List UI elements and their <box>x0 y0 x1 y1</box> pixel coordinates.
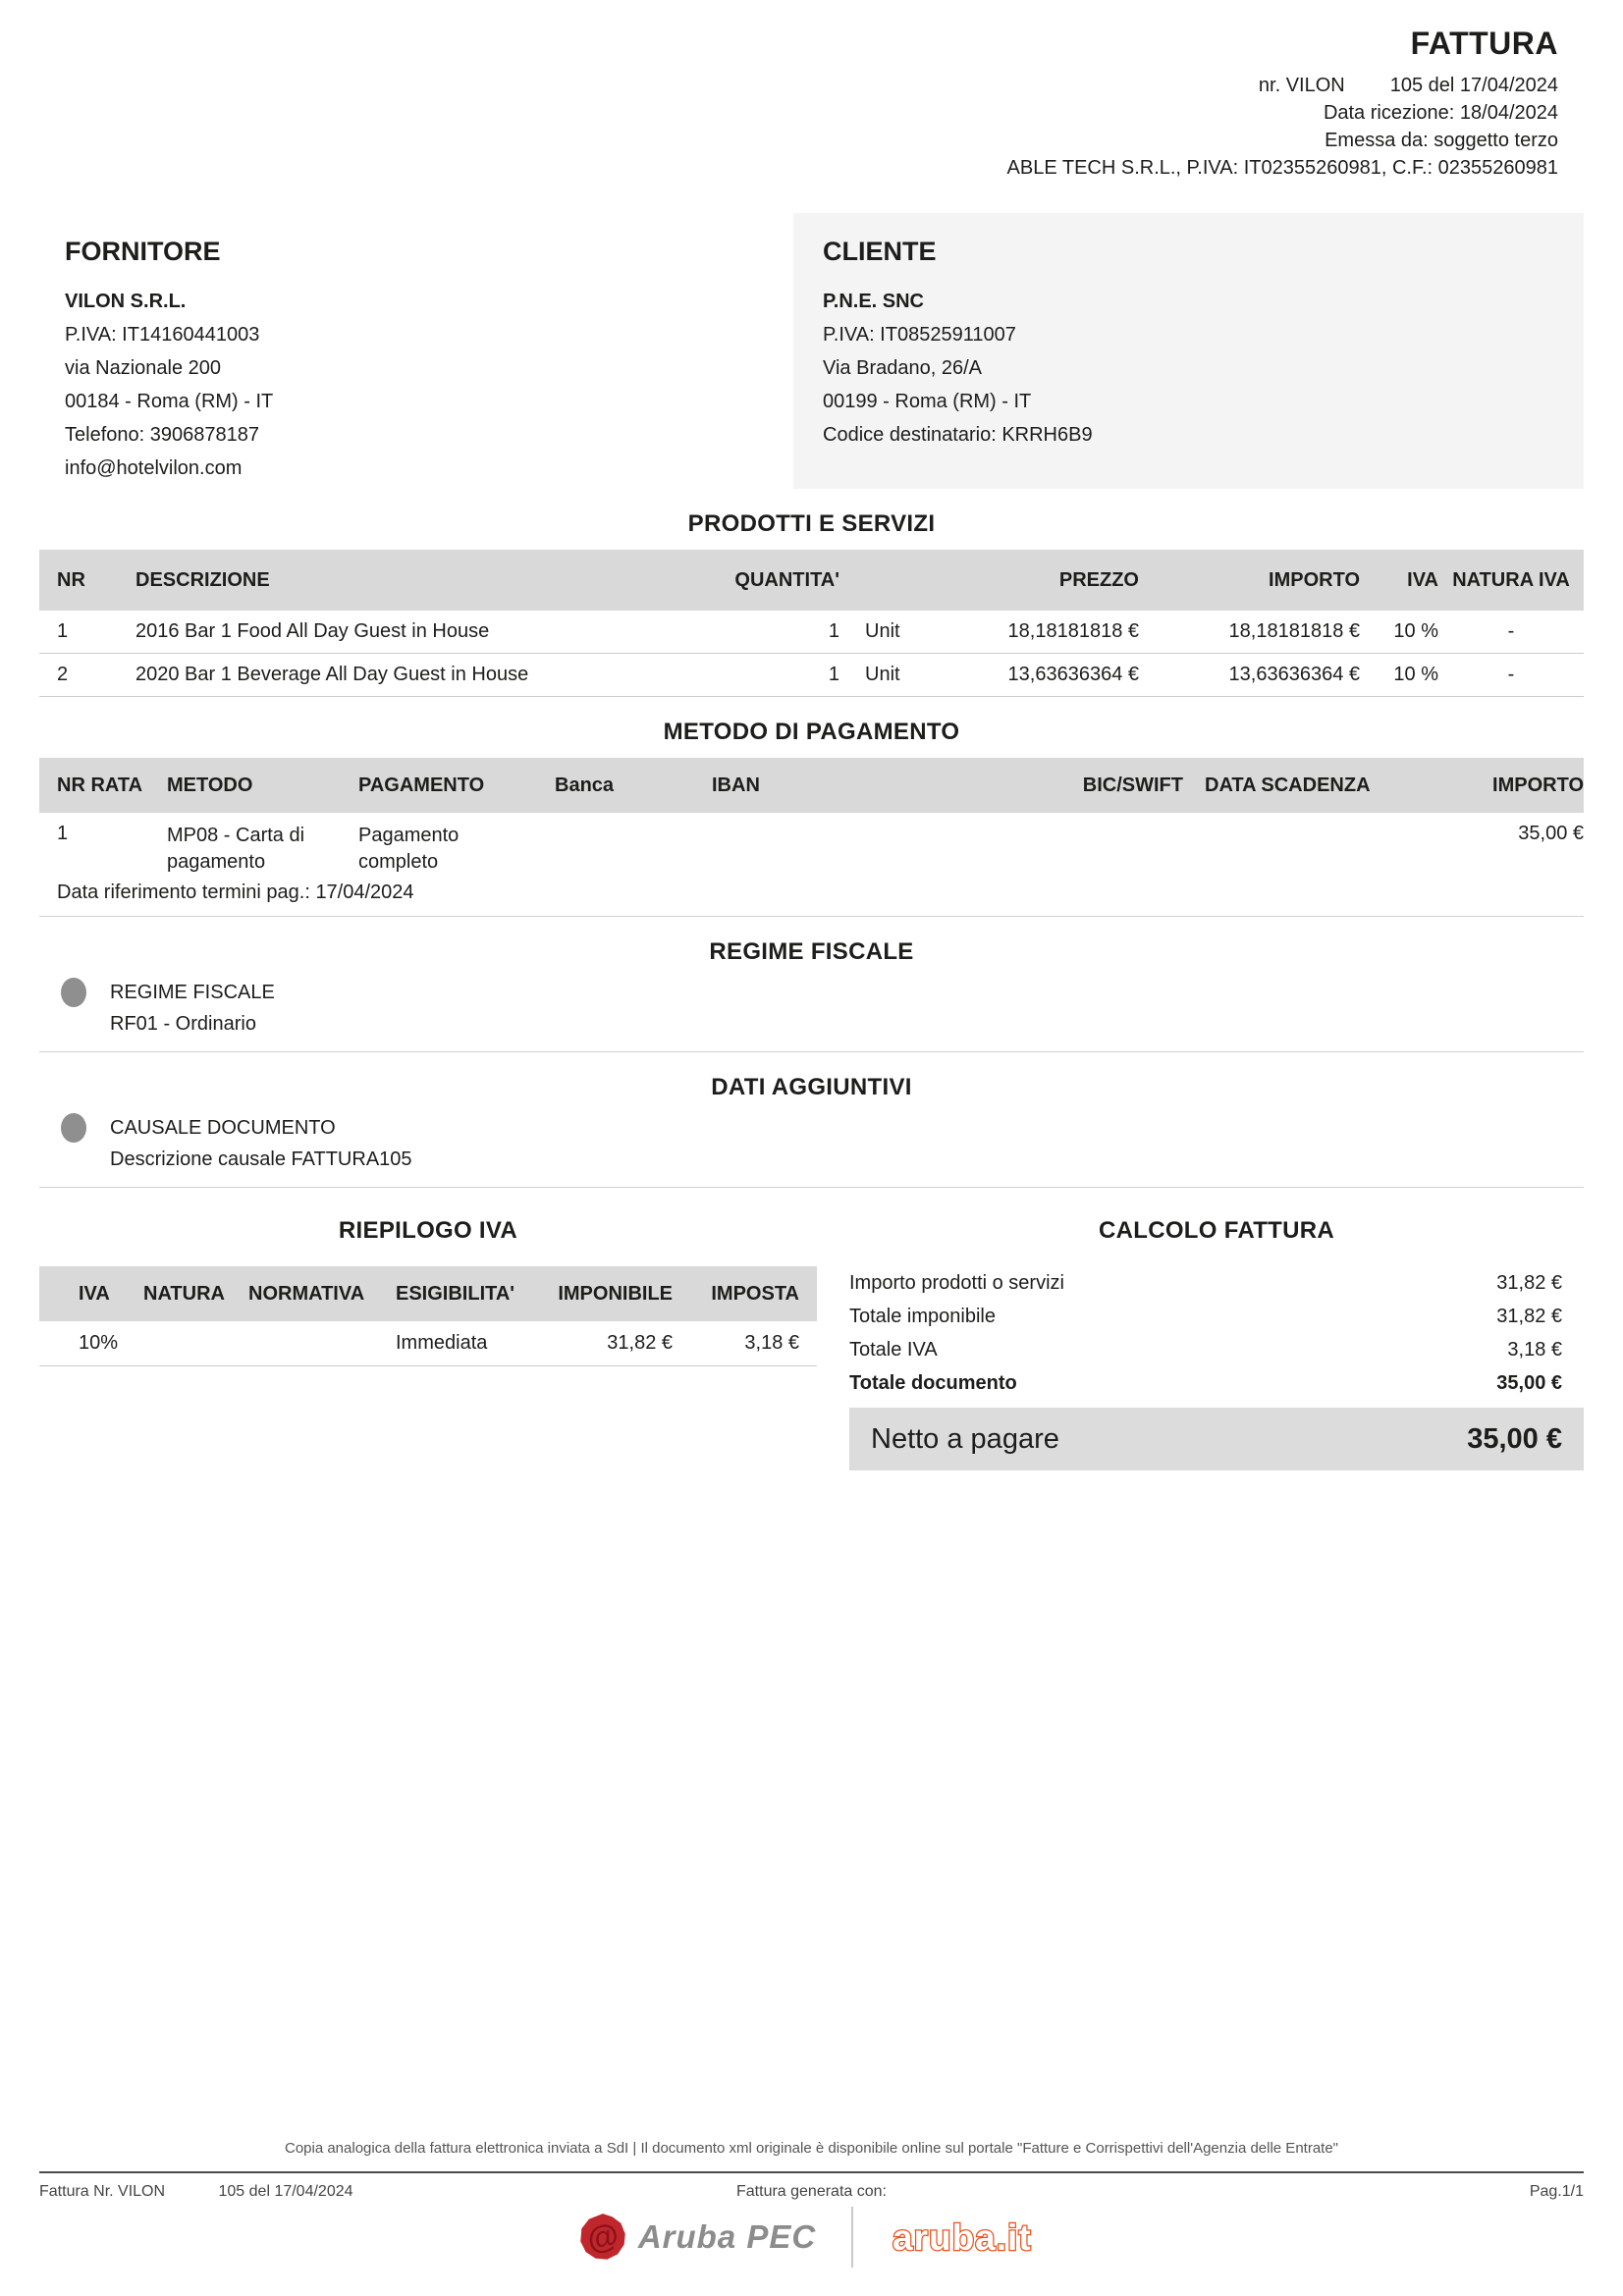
divider <box>39 1051 1584 1052</box>
parties-section <box>39 213 1584 489</box>
payment-cell-importo: 35,00 € <box>1518 823 1584 844</box>
bullet-icon <box>61 978 86 1007</box>
products-table-header <box>39 550 1584 611</box>
calc-label-totale-imponibile: Totale imponibile <box>849 1306 996 1327</box>
invoice-number-value: 105 del 17/04/2024 <box>1389 75 1558 96</box>
supplier-street: via Nazionale 200 <box>65 357 221 379</box>
calc-value-totale-documento: 35,00 € <box>1496 1372 1562 1394</box>
vat-header-natura: NATURA <box>143 1282 225 1305</box>
footer-doc-reference <box>39 2183 554 2201</box>
payment-header-banca: Banca <box>555 774 615 796</box>
aruba-pec-rose-icon <box>577 2212 628 2263</box>
payment-cell-pagamento <box>358 823 555 876</box>
payment-cell-metodo-text: MP08 - Carta di pagamento <box>167 825 305 873</box>
document-header <box>39 0 1584 182</box>
product-row <box>39 611 1584 654</box>
calc-label-totale-iva: Totale IVA <box>849 1339 938 1361</box>
payment-section-title: METODO DI PAGAMENTO <box>663 719 960 745</box>
payment-header-nr-rata: NR RATA <box>57 774 143 796</box>
vat-cell-imponibile: 31,82 € <box>607 1332 673 1354</box>
footer-doc-ref: Fattura Nr. VILON <box>39 2183 166 2200</box>
calc-value-totale-iva: 3,18 € <box>1507 1339 1562 1361</box>
payment-cell-pagamento-text: Pagamento completo <box>358 825 460 873</box>
issued-by-line: Emessa da: soggetto terzo <box>1325 130 1558 151</box>
payment-header-bic: BIC/SWIFT <box>1082 774 1183 796</box>
invoice-calculation-block <box>849 1207 1584 1470</box>
product-cell-natura: - <box>1507 620 1515 642</box>
payment-table-header <box>39 758 1584 813</box>
footer-page-number: Pag.1/1 <box>1529 2183 1584 2200</box>
products-header-desc: DESCRIZIONE <box>135 568 270 591</box>
client-sdi-code: Codice destinatario: KRRH6B9 <box>823 424 1093 446</box>
product-cell-desc: 2016 Bar 1 Food All Day Guest in House <box>135 620 490 642</box>
summary-section <box>39 1207 1584 1470</box>
calc-value-totale-imponibile: 31,82 € <box>1496 1306 1562 1327</box>
calc-value-importo-prodotti: 31,82 € <box>1496 1272 1562 1294</box>
vat-header-iva: IVA <box>79 1282 110 1305</box>
page-footer <box>39 2140 1584 2268</box>
aruba-pec-logo-text: Aruba PEC <box>637 2218 817 2255</box>
calc-label-importo-prodotti: Importo prodotti o servizi <box>849 1272 1064 1294</box>
vat-header-esigibilita: ESIGIBILITA' <box>396 1282 515 1305</box>
vat-summary-row <box>39 1321 817 1366</box>
payment-header-importo: IMPORTO <box>1492 774 1584 796</box>
vat-header-imposta: IMPOSTA <box>711 1282 799 1305</box>
product-cell-qty: 1 <box>828 664 839 685</box>
vat-header-imponibile: IMPONIBILE <box>558 1282 673 1305</box>
calc-row <box>849 1300 1584 1333</box>
products-header-qty: QUANTITA' <box>734 568 839 591</box>
product-cell-prezzo: 13,63636364 € <box>1007 664 1139 685</box>
aruba-it-logo-text: aruba.it <box>893 2217 1032 2258</box>
vat-cell-imposta: 3,18 € <box>744 1332 799 1354</box>
regime-value: RF01 - Ordinario <box>110 1013 256 1035</box>
supplier-city: 00184 - Roma (RM) - IT <box>65 391 274 412</box>
footer-logos <box>39 2207 1584 2268</box>
divider <box>39 916 1584 917</box>
payment-cell-nr: 1 <box>57 823 69 844</box>
products-section-title: PRODOTTI E SERVIZI <box>687 510 936 537</box>
products-header-importo: IMPORTO <box>1269 568 1360 591</box>
product-cell-iva: 10 % <box>1393 664 1438 685</box>
footer-generated-label: Fattura generata con: <box>736 2183 887 2200</box>
net-to-pay-value: 35,00 € <box>1467 1422 1562 1455</box>
additional-data-section-title: DATI AGGIUNTIVI <box>711 1074 912 1100</box>
invoice-number-line <box>39 72 1558 99</box>
calc-row-totale-documento <box>849 1366 1584 1400</box>
reception-date-line: Data ricezione: 18/04/2024 <box>1323 102 1558 124</box>
net-to-pay-label: Netto a pagare <box>871 1422 1059 1455</box>
product-cell-prezzo: 18,18181818 € <box>1007 620 1139 642</box>
vat-summary-header <box>39 1266 817 1321</box>
vat-cell-esigibilita: Immediata <box>396 1332 488 1354</box>
payment-terms-reference: Data riferimento termini pag.: 17/04/2024 <box>57 881 414 903</box>
product-cell-iva: 10 % <box>1393 620 1438 642</box>
client-title: CLIENTE <box>823 237 937 266</box>
regime-bullet-row <box>39 978 1584 1007</box>
footer-logo-divider <box>851 2207 853 2268</box>
vat-header-normativa: NORMATIVA <box>248 1282 365 1305</box>
client-city: 00199 - Roma (RM) - IT <box>823 391 1032 412</box>
causale-label: CAUSALE DOCUMENTO <box>110 1116 336 1139</box>
products-header-natura: NATURA IVA <box>1452 568 1570 591</box>
product-cell-importo: 18,18181818 € <box>1228 620 1360 642</box>
footer-rule <box>39 2171 1584 2173</box>
products-header-iva: IVA <box>1407 568 1438 591</box>
aruba-pec-logo <box>577 2212 816 2263</box>
payment-header-scadenza: DATA SCADENZA <box>1205 774 1371 796</box>
product-cell-unit: Unit <box>865 620 900 642</box>
calculation-title: CALCOLO FATTURA <box>1098 1217 1335 1244</box>
supplier-vat: P.IVA: IT14160441003 <box>65 324 260 346</box>
product-cell-nr: 1 <box>57 620 69 642</box>
payment-header-metodo: METODO <box>167 774 253 796</box>
footer-disclaimer: Copia analogica della fattura elettronica inviata a SdI | Il documento xml originale è disponibile online sul portale "Fatture e Corrispettivi dell'Agenzia delle Entrate" <box>284 2140 1338 2157</box>
calc-row <box>849 1266 1584 1300</box>
net-to-pay-box <box>849 1408 1584 1470</box>
client-block <box>793 213 1584 489</box>
payment-row <box>39 813 1584 880</box>
causale-value: Descrizione causale FATTURA105 <box>110 1148 412 1170</box>
footer-info-row <box>39 2183 1584 2201</box>
bullet-icon <box>61 1113 86 1143</box>
supplier-phone: Telefono: 3906878187 <box>65 424 259 446</box>
intermediary-line: ABLE TECH S.R.L., P.IVA: IT02355260981, C.F.: 02355260981 <box>1006 157 1558 179</box>
regime-label: REGIME FISCALE <box>110 981 275 1003</box>
products-header-prezzo: PREZZO <box>1058 568 1139 591</box>
calc-label-totale-documento: Totale documento <box>849 1372 1017 1394</box>
product-cell-desc: 2020 Bar 1 Beverage All Day Guest in House <box>135 664 529 685</box>
product-row <box>39 654 1584 697</box>
regime-section-title: REGIME FISCALE <box>709 938 914 965</box>
calculation-rows <box>849 1266 1584 1400</box>
invoice-number-label: nr. VILON <box>1258 75 1345 96</box>
supplier-email: info@hotelvilon.com <box>65 457 243 479</box>
products-header-nr: NR <box>57 568 85 591</box>
payment-header-iban: IBAN <box>712 774 760 796</box>
calc-row <box>849 1333 1584 1366</box>
product-cell-unit: Unit <box>865 664 900 685</box>
vat-summary-title: RIEPILOGO IVA <box>338 1217 518 1244</box>
vat-summary-block <box>39 1207 817 1470</box>
supplier-block <box>39 213 793 489</box>
aruba-pec-at-glyph: @ <box>583 2216 622 2258</box>
product-cell-importo: 13,63636364 € <box>1228 664 1360 685</box>
payment-header-pagamento: PAGAMENTO <box>358 774 485 796</box>
client-street: Via Bradano, 26/A <box>823 357 982 379</box>
client-name: P.N.E. SNC <box>823 291 924 312</box>
document-title: FATTURA <box>1410 26 1558 61</box>
product-cell-qty: 1 <box>828 620 839 642</box>
supplier-title: FORNITORE <box>65 237 221 266</box>
footer-doc-date: 105 del 17/04/2024 <box>218 2183 353 2200</box>
client-vat: P.IVA: IT08525911007 <box>823 324 1016 346</box>
product-cell-nr: 2 <box>57 664 69 685</box>
divider <box>39 1187 1584 1188</box>
aruba-it-logo <box>889 2211 1046 2264</box>
product-cell-natura: - <box>1507 664 1515 685</box>
payment-cell-metodo <box>167 823 358 876</box>
supplier-name: VILON S.R.L. <box>65 291 187 312</box>
causale-bullet-row <box>39 1113 1584 1143</box>
vat-cell-iva: 10% <box>79 1332 119 1354</box>
